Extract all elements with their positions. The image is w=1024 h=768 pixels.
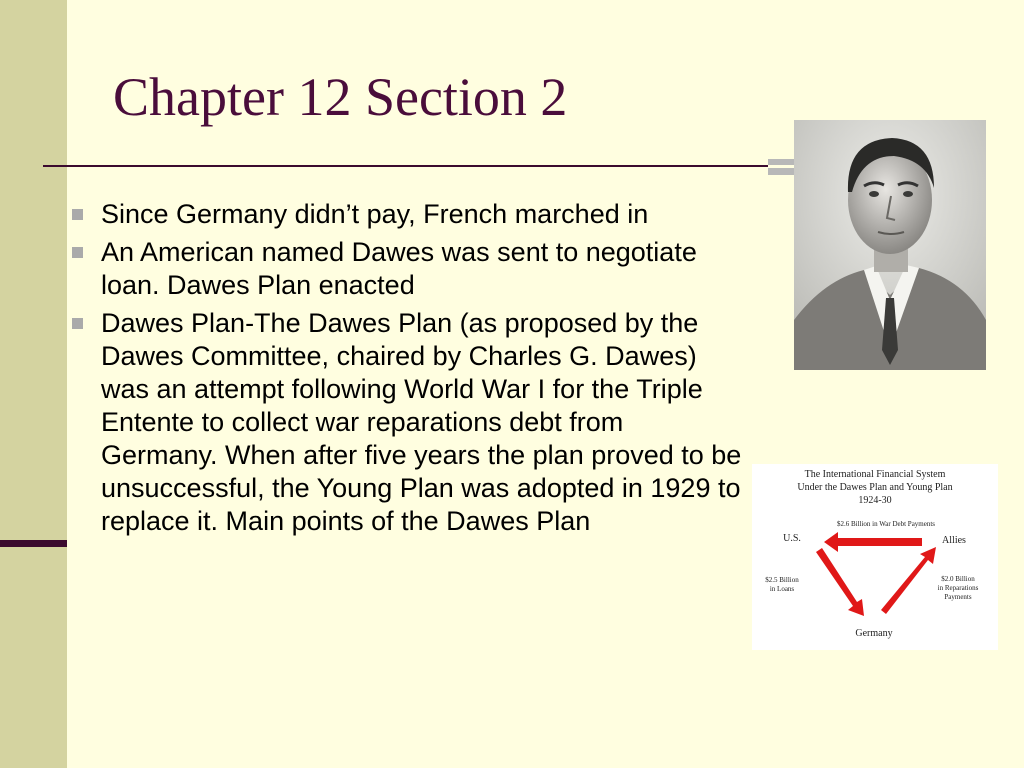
slide-title: Chapter 12 Section 2 xyxy=(113,67,568,127)
bullet-list xyxy=(72,198,742,543)
diagram-graphic xyxy=(752,464,998,650)
flow-label-war-debt: $2.6 Billion in War Debt Payments xyxy=(836,520,936,528)
flow-label-loans-1: $2.5 Billion xyxy=(765,576,799,584)
square-bullet-icon xyxy=(72,247,83,258)
bullet-text: Since Germany didn’t pay, French marched in xyxy=(101,199,649,229)
sidebar-accent-line xyxy=(0,540,67,547)
diagram-title-line3: 1924-30 xyxy=(858,495,892,506)
arrow-us-to-germany xyxy=(816,548,864,616)
bullet-text: An American named Dawes was sent to negotiate loan. Dawes Plan enacted xyxy=(101,237,697,300)
diagram-title-line2: Under the Dawes Plan and Young Plan xyxy=(797,482,953,493)
node-allies: Allies xyxy=(942,535,966,546)
financial-system-diagram xyxy=(752,464,998,650)
diagram-title-line1: The International Financial System xyxy=(804,469,946,480)
bullet-item xyxy=(72,307,742,538)
bullet-item xyxy=(72,236,742,302)
bullet-text: Dawes Plan-The Dawes Plan (as proposed by the Dawes Committee, chaired by Charles G. Dawes) was an attempt following World War I for the Triple Entente to collect war reparations debt from Germany. When after five years the plan proved to be unsuccessful, the Young Plan was adopted in 1929 to replace it. Main points of the Dawes Plan xyxy=(101,308,742,536)
node-us: U.S. xyxy=(783,533,801,544)
left-sidebar-band xyxy=(0,0,67,768)
flow-label-loans-2: in Loans xyxy=(769,585,795,593)
arrow-germany-to-allies xyxy=(881,547,936,614)
flow-label-reparations-2: in Reparations xyxy=(937,584,979,592)
flow-label-reparations-1: $2.0 Billion xyxy=(941,575,975,583)
arrow-allies-to-us xyxy=(824,532,922,552)
portrait-photo xyxy=(794,120,986,370)
bullet-item xyxy=(72,198,742,231)
node-germany: Germany xyxy=(855,628,893,639)
flow-label-reparations-3: Payments xyxy=(944,593,972,601)
square-bullet-icon xyxy=(72,209,83,220)
title-divider xyxy=(43,165,798,167)
portrait-image xyxy=(794,120,986,370)
square-bullet-icon xyxy=(72,318,83,329)
